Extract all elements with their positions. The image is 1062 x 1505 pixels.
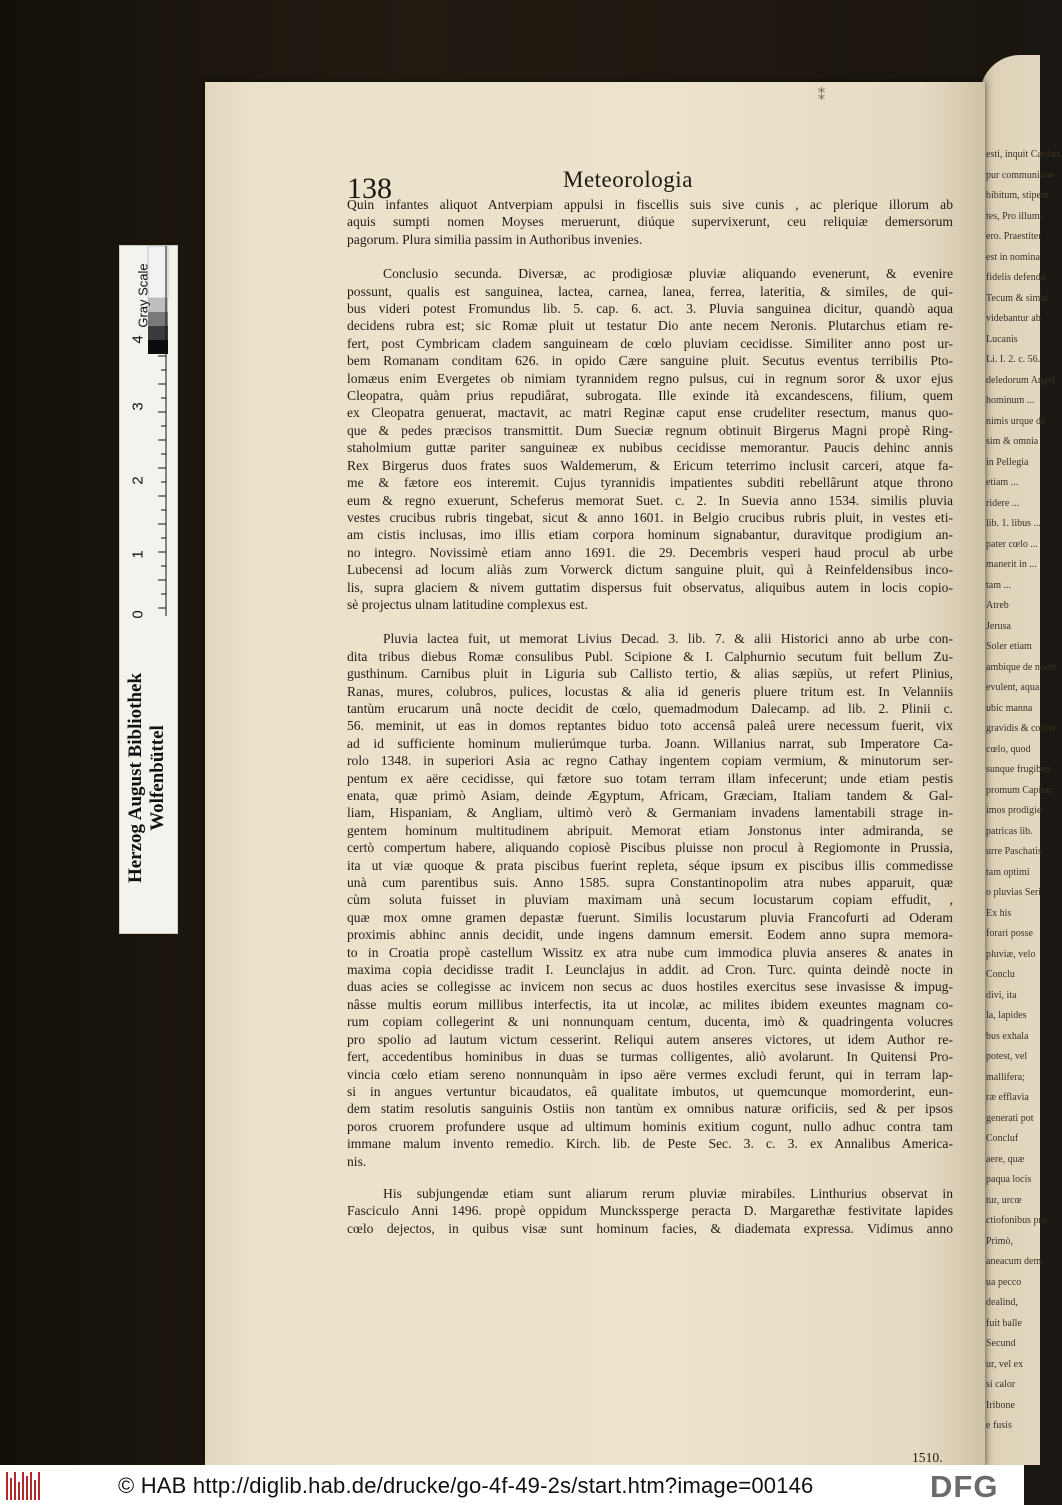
text-line: ad id sufficiente hominum mulierúmque turba. Joann. Willanius narrat, sub Imperatore Ca- [347, 735, 953, 751]
text-line: no integro. Novissimè etiam anno 1691. die 29. Decembris vesperi haud procul ab urbe [347, 544, 953, 560]
facing-page-fragment: deledorum Angel [986, 374, 1056, 386]
text-block [347, 196, 953, 1237]
gray-patch-light [148, 298, 168, 312]
facing-page-fragment: Secund [986, 1338, 1016, 1349]
facing-page-fragment: o pluvias Seri [986, 887, 1041, 898]
text-line: tantùm erucarum unâ nocte decidit de cœlo, quemadmodum Dalecamp. ad lib. 2. Plinii c. [347, 700, 953, 716]
facing-page-fragment: potest, vel [986, 1051, 1028, 1062]
text-line: sè projectus ulnam latitudine complexus est. [347, 596, 588, 612]
text-line: lis, supra glaciem & nivem guttatim dispersus fuit observatus, aliquibus autem in locis copio- [347, 579, 953, 595]
facing-page-fragment: Lucanis [986, 333, 1018, 345]
facing-page-fragment: Ex his [986, 907, 1012, 919]
page-number: 138 [347, 172, 392, 205]
facing-page-fragment: si calor [986, 1379, 1016, 1390]
facing-page-fragment: etiam ... [986, 477, 1019, 488]
text-line: pagorum. Plura similia passim in Authoribus invenies. [347, 231, 643, 247]
facing-page-fragment: est in nomina [986, 251, 1040, 263]
text-line: me & fætore eos interemit. Cujus tyrannidis impatientes subditi rebellârunt atque throno [347, 475, 953, 491]
text-line: vincia cœlo etiam sereno nonnunquàm in ipso aëre vermes excludi ferunt, qui in terram lap- [347, 1066, 953, 1082]
text-line: decidens rubra est; sic Romæ pluit ut testatur Dio ante necem Neronis. Plutarchus etiam re- [347, 318, 953, 334]
paragraph-gap [347, 613, 953, 630]
text-line: certò compertum habere, aliquando copiosè Piscibus pluisse non procul à Regiomonte in Prussia, [347, 840, 953, 856]
text-line: cùm soluta fuisset in pluviam maximam unà secum locustarum copiam effudit, , [347, 892, 953, 908]
facing-page-fragment: mallifera; [986, 1071, 1025, 1083]
catchword: 1510. [912, 1450, 943, 1465]
facing-page-fragment: ambique de nocte [986, 661, 1057, 673]
text-line: rolo 1348. in superiori Asia ac regno Cathay ingentem copiam vermium, & minutorum ser- [347, 753, 953, 769]
text-line: Conclusio secunda. Diversæ, ac prodigiosæ pluviæ aliquando evenerunt, & evenire [383, 266, 953, 282]
institution-name: Herzog August Bibliothek [125, 672, 146, 884]
text-line: rum copiam collegerint & uni nonnunquam centum, ducenta, imò & quadringenta volucres [347, 1014, 953, 1030]
scale-number-1: 1 [129, 550, 147, 559]
facing-page [980, 55, 1062, 1465]
scale-number-2: 2 [129, 476, 147, 485]
facing-page-fragment: fuit balle [986, 1317, 1022, 1329]
facing-page-fragment: pater cœlo ... [986, 538, 1038, 550]
facing-page-fragment: Conclu [986, 969, 1015, 980]
text-line: quæ mox omne gramen depastæ fuerunt. Similis locustarum pluvia Francofurti ad Oderam [347, 909, 953, 925]
gray-scale-label: Gray Scale [135, 263, 151, 328]
gray-patch-black [148, 340, 168, 354]
text-line: nis. [347, 1153, 367, 1169]
paragraph-gap [347, 1170, 953, 1185]
barcode-icon [6, 1472, 42, 1500]
facing-page-fragment: tur, urcœ [986, 1194, 1022, 1206]
text-line: enata, quæ primò Asiam, deinde Ægyptum, Africam, Græciam, Italiam tandem & Gal- [347, 788, 953, 803]
text-line: cœlo dejectos, in quibus visæ sunt hominum facies, & diademata expressa. Vidimus anno [347, 1220, 953, 1236]
facing-page-fragment: bus exhala [986, 1030, 1029, 1042]
text-line: si in angues vertuntur bicaudatos, eâ qualitate imbutos, ut quemcunque momorderint, eun- [347, 1083, 953, 1099]
text-line: Cleopatra, quàm prius repudiârat, subrogata. Ille exinde ità excandescens, filium, quem [347, 388, 953, 404]
facing-page-fragment: ur, vel ex [986, 1358, 1024, 1370]
facing-page-fragment: Atreb [986, 600, 1009, 611]
text-line: pentum ex aëre cecidisse, qui fætore suo totam terram illam infecerunt; unde etiam pestis [347, 770, 953, 786]
facing-page-fragment: ridere ... [986, 497, 1020, 509]
scale-number-3: 3 [129, 402, 147, 411]
facing-page-fragment: patricas lib. [986, 825, 1033, 837]
facing-page-fragment: dealind, [986, 1297, 1018, 1308]
text-line: immane malum invento remedio. Kirch. lib. de Peste Sec. 3. c. 3. ex Annalibus America- [347, 1136, 953, 1152]
text-line: Fasciculo Anni 1496. propè oppidum Munckssperge peracta D. Margarethæ festivitate lapides [347, 1203, 953, 1219]
gray-patch-mid [148, 312, 168, 326]
facing-page-fragment: tam optimi [986, 866, 1030, 878]
text-line: ita ut viæ quoque & prata piscibus fuerint repleta, séque ipsum ex piscibus illis commedisse [347, 857, 953, 873]
running-head: Meteorologia [563, 167, 693, 192]
facing-page-fragment: evulent, aqua [986, 682, 1040, 693]
facing-page-fragment: aneacum dem [986, 1256, 1042, 1267]
facing-page-fragment: e fusis [986, 1420, 1012, 1431]
facing-page-fragment: Tecum & simul [986, 292, 1049, 304]
text-line: maxima copia decidisse tradit I. Leunclajus in addit. ad Cron. Turc. quinta deindè nocte in [347, 962, 953, 978]
facing-page-fragment: ræ efflavia [986, 1092, 1029, 1103]
facing-page-fragment: la, lapides [986, 1010, 1027, 1021]
text-line: unà cum parentibus suis. Anno 1585. supra Constantinopolim atra nubes apparuit, quæ [347, 875, 953, 891]
facing-page-fragment: forari posse [986, 928, 1033, 939]
facing-page-fragment: paqua locis [986, 1174, 1032, 1185]
facing-page-fragment: ctiofonibus pro [986, 1215, 1047, 1226]
facing-page-fragment: Jerusa [986, 620, 1011, 632]
text-line: to in Croatia propè castellum Wissitz ex atra nube cum immodica pluvia anseres & anates in [347, 944, 953, 960]
text-line: fert, post Cymbricam cladem sanguineam de cœlo pluviam cecidisse. Similiter anno post ur- [347, 335, 953, 351]
text-line: possunt, qualis est sanguinea, lactea, carnea, lanea, ferrea, lateritia, & similes, de qui- [347, 283, 953, 299]
text-line: staholmium guttæ pariter sanguineæ ex nubibus cecidisse memorantur. Paucis dehinc annis [347, 440, 953, 456]
text-line: pro spolio ad lautum victum cesserint. Reliqui autem anseres victores, ut idem Author re- [347, 1031, 953, 1047]
facing-page-fragment: promum Capitar [986, 784, 1052, 796]
text-line: liam, Hispaniam, & Angliam, ultimò verò & Germaniam invadens lamentabili strage in- [347, 805, 953, 821]
facing-page-fragment: lib. 1. libus ... [986, 518, 1042, 529]
facing-page-fragment: tes, Pro illum. [986, 210, 1043, 222]
facing-page-fragment: Li. I. 2. c. 56. [986, 354, 1041, 365]
scale-number-0: 0 [129, 610, 147, 619]
facing-page-fragment: in Pellegia [986, 456, 1029, 468]
text-line: Ranas, mures, colubros, pulices, locustas & alia id generis pluere tritum est. In Velanniis [347, 683, 953, 699]
facing-page-fragment: ua pecco [986, 1276, 1022, 1288]
text-line: eum & regno exuerunt, Scheferus memorat Suet. c. 2. In Suevia anno 1534. similis pluvia [347, 492, 953, 508]
facing-page-fragment: generati pot [986, 1112, 1034, 1124]
text-line: am cistis inclusas, imo illis etiam corpora hominum signabantur, duravitque prodigium an- [347, 527, 953, 543]
dfg-logo: DFG [930, 1469, 999, 1504]
text-line: dita tribus diebus Romæ consulibus Publ. Scipione & I. Calphurnio secutum fuit bellum Zu- [347, 648, 953, 664]
facing-page-fragment: sunque frugibus [986, 764, 1051, 775]
page-mark: ⁑ [818, 88, 825, 104]
scale-number-4: 4 [129, 335, 147, 344]
text-line: gentem hominum multitudinem abripuit. Memorat etiam Jonstonus inter admiranda, se [347, 822, 953, 838]
facing-page-fragment: aere, quæ [986, 1153, 1025, 1165]
facing-page-fragment: imos prodigie [986, 805, 1042, 816]
facing-page-fragment: pluviæ, velo [986, 948, 1036, 960]
institution-city: Wolfenbüttel [147, 725, 168, 831]
text-line: gusthinum. Carnibus pluit in Liguria sub Callisto tertio, & alias sæpiùs, ut refert Plinius, [347, 666, 953, 682]
facing-page-fragment: bibitum, stipem [986, 190, 1049, 201]
footer-bar [0, 1465, 1024, 1505]
text-line: lomæus enim Evergetes ob nimiam tyrannidem regno pulsus, cui in regnum soror & uxor ejus [347, 370, 953, 386]
text-line: Rex Birgerus duos frates suos Waldemerum, & Ericum teterrimo inclusit carceri, atque fa- [347, 457, 953, 473]
facing-page-fragment: Concluf [986, 1133, 1019, 1144]
facing-page-fragment: Iribone [986, 1399, 1015, 1411]
text-line: Pluvia lactea fuit, ut memorat Livius Decad. 3. lib. 7. & alii Historici anno ab urbe con- [383, 631, 953, 647]
facing-page-fragment: fidelis defendit [986, 272, 1047, 283]
facing-page-fragment: divi, ita [986, 989, 1017, 1001]
text-line: proximis abhinc annis decidit, unde ingens damnum emersit. Eodem anno supra memora- [347, 927, 953, 943]
text-line: fert, accedentibus hominibus in duas se turmas colligentes, aliò avolarunt. In Quitensi Pro- [347, 1049, 953, 1065]
source-credit-link[interactable]: © HAB http://diglib.hab.de/drucke/go-4f-49-2s/start.htm?image=00146 [118, 1473, 814, 1498]
facing-page-fragment: ero. Praestiter [986, 231, 1042, 242]
text-line: duas acies se collegisse ac invicem non secus ac duos hostiles exercitus sese invasisse & impug- [347, 979, 953, 995]
facing-page-fragment: hominum ... [986, 395, 1035, 406]
facing-page-fragment: esti, inquit Cardan. [986, 149, 1062, 160]
text-line: Quin infantes aliquot Antverpiam appulsi in fiscellis suis sive cunis , ac plerique illorum ab [347, 197, 953, 212]
facing-page-fragment: nimis urque de [986, 415, 1046, 427]
facing-page-fragment: tam ... [986, 579, 1011, 591]
facing-page-fragment: urre Paschatis [986, 846, 1042, 857]
paragraph-gap [347, 248, 953, 265]
text-line: ex Cleopatra genuerat, mactavit, ac matri Reginæ caput ense crudeliter resectum, manus quo- [347, 405, 953, 421]
facing-page-fragment: videbantur ab [986, 313, 1041, 324]
text-line: bem Romanam conditam 626. in opido Cære sanguine pluit. Secutus eventus terribilis Pto- [347, 353, 953, 369]
gray-patch-white [148, 246, 168, 298]
text-line: vestes crucibus rubris tingebat, sicut & anno 1601. in Belgio crucibus rubris pluit, in vestes eti- [347, 509, 953, 525]
color-card [119, 245, 178, 934]
text-line: nâsse multis eorum millibus interfectis, ita ut incolæ, ac milites ibidem exeuntes magnam co- [347, 996, 953, 1012]
text-line: dem statim resolutis sanguinis Ostiis non tantùm ex omnibus naturæ orificiis, sed & per ipsos [347, 1101, 953, 1117]
facing-page-fragment: ubic manna [986, 702, 1033, 714]
facing-page-fragment: sim & omnia [986, 436, 1039, 447]
text-line: bus videri potest Fromundus lib. 5. cap. 6. act. 3. Pluvia sanguinea dicitur, quandò aqua [347, 301, 953, 317]
text-line: 56. meminit, ut eas in domos reptantes biduo toto accensâ paleâ urere necessum fuerit, vix [347, 718, 953, 734]
facing-page-fragment: cœlo, quod [986, 743, 1031, 755]
facing-page-fragment: pur communione [986, 169, 1055, 181]
facing-page-fragment: Soler etiam [986, 641, 1032, 652]
institution-label [125, 453, 169, 1103]
text-line: aquis sumpti nomen Moyses meruerunt, diúque supervixerunt, ceu reliquiæ demersorum [347, 214, 953, 230]
text-line: His subjungendæ etiam sunt aliarum rerum pluviæ mirabiles. Linthurius observat in [383, 1185, 953, 1201]
text-line: poros cruorem profundere usque ad ultimum hominis exitium cogunt, nullo adhuc contra tam [347, 1118, 953, 1134]
gray-patch-dark [148, 326, 168, 340]
text-line: que & pedes præcisos transmittit. Dum Sueciæ regnum obtinuit Birgerus Magni propè Ring- [347, 422, 953, 438]
text-line: Lubecensi ad locum aliàs zum Vorwerck dictum sanguine pluit, quì à Reinfeldensibus inco- [347, 562, 953, 578]
facing-page-fragment: gravidis & colore [986, 723, 1056, 734]
facing-page-fragment: manerit in ... [986, 559, 1037, 570]
facing-page-fragment: Primò, [986, 1235, 1013, 1247]
